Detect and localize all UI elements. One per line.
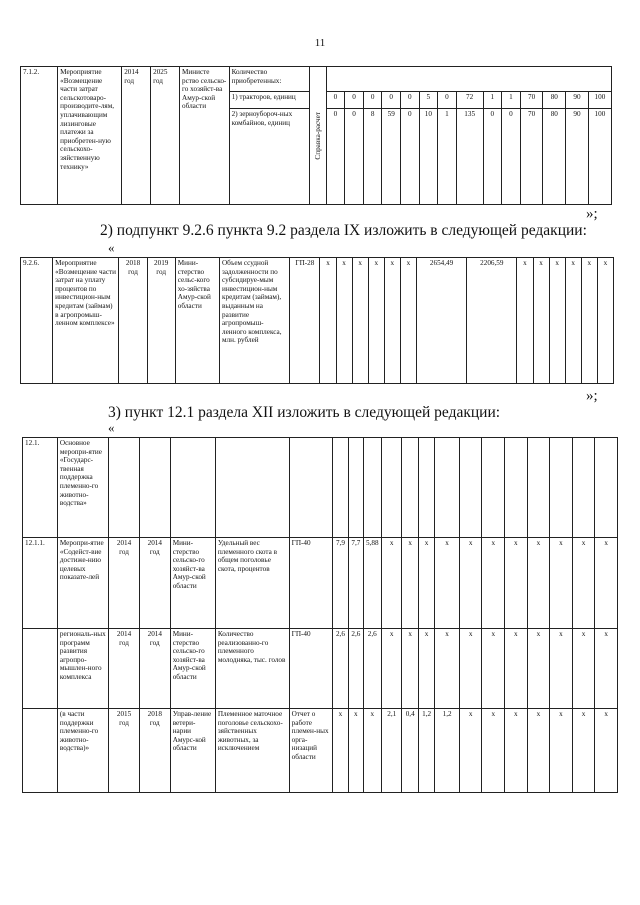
t3-row2-code xyxy=(23,629,58,709)
t1-name: Мероприятие «Возмещение части затрат сельскотоваро-производите-лям, уплачивающим лизинговые платежи за приобретен-ную сельскохо-зяйственную технику» xyxy=(58,67,122,205)
table-cell: 70 xyxy=(520,109,543,205)
table-cell: 2,6 xyxy=(363,629,381,709)
table-cell: х xyxy=(550,538,573,629)
table-cell: 1,2 xyxy=(435,709,460,793)
table-cell: 0 xyxy=(382,92,401,109)
table-cell: х xyxy=(320,258,336,384)
table-cell: х xyxy=(482,709,505,793)
table-row xyxy=(23,438,618,538)
table-cell: 5 xyxy=(419,92,438,109)
table-cell: 80 xyxy=(543,92,566,109)
table-measure-9-2-6 xyxy=(20,257,614,384)
table-cell: х xyxy=(435,538,460,629)
table-cell: 100 xyxy=(588,92,611,109)
table-cell: 72 xyxy=(456,92,483,109)
table-cell: 8 xyxy=(363,109,382,205)
table-cell: х xyxy=(533,258,549,384)
table-cell: х xyxy=(595,709,618,793)
table-cell: 90 xyxy=(566,109,589,205)
heading-3: 3) пункт 12.1 раздела XII изложить в следующей редакции: xyxy=(108,404,501,421)
table-cell: х xyxy=(336,258,352,384)
table-cell: 2,1 xyxy=(381,709,402,793)
table-cell: х xyxy=(418,538,434,629)
table-cell: х xyxy=(549,258,565,384)
t1-end: 2025 год xyxy=(151,67,180,205)
table-cell: 1 xyxy=(483,92,502,109)
t2-value-2019: 2206,59 xyxy=(467,258,517,384)
t3-row2-source: ГП-40 xyxy=(289,629,332,709)
t3-row1-indicator: Удельный вес племенного скота в общем поголовье скота, процентов xyxy=(215,538,289,629)
t3-row1-name: Меропри-ятие «Содейст-вие достиже-нию целевых показате-лей xyxy=(57,538,108,629)
table-cell: 0 xyxy=(345,92,364,109)
t3-row3-indicator: Племенное маточное поголовье сельскохо-зяйственных животных, за исключением xyxy=(215,709,289,793)
t2-source: ГП-28 xyxy=(290,258,320,384)
table-cell: х xyxy=(550,709,573,793)
table-measure-12-1 xyxy=(22,437,618,793)
table-cell: х xyxy=(368,258,384,384)
table-row xyxy=(23,709,618,793)
table-cell: х xyxy=(482,538,505,629)
table-row xyxy=(21,258,614,384)
t3-row3-start: 2015 год xyxy=(109,709,140,793)
t3-row2-start: 2014 год xyxy=(109,629,140,709)
t2-indicator: Объем ссудной задолженности по субсидируе-мым инвестицион-ным кредитам (займам), выданным на развитие агропромыш-ленного комплекса, млн. рублей xyxy=(219,258,289,384)
table-cell: 1 xyxy=(438,109,457,205)
table-cell: 1,2 xyxy=(418,709,434,793)
t3-section-name: Основное меропри-ятие «Государс-твенная поддержка племенно-го животно-водства» xyxy=(57,438,108,538)
table-cell: 0 xyxy=(345,109,364,205)
table-cell: 5,88 xyxy=(363,538,381,629)
table-cell: х xyxy=(459,538,482,629)
heading-2: 2) подпункт 9.2.6 пункта 9.2 раздела IX изложить в следующей редакции: xyxy=(100,222,587,239)
table-cell: х xyxy=(435,629,460,709)
table-cell: х xyxy=(595,538,618,629)
table-cell: х xyxy=(459,629,482,709)
t3-row3-source: Отчет о работе племен-ных орга-низаций области xyxy=(289,709,332,793)
table-cell: 1 xyxy=(502,92,521,109)
table-cell: х xyxy=(595,629,618,709)
table-cell: х xyxy=(418,629,434,709)
t3-section-code: 12.1. xyxy=(23,438,58,538)
t3-row2-end: 2014 год xyxy=(139,629,170,709)
table-cell: 0 xyxy=(326,92,345,109)
table-cell: 0 xyxy=(363,92,382,109)
open-quote-3: « xyxy=(108,420,115,435)
t1-indicator-combines: 2) зерноубороч-ных комбайнов, единиц xyxy=(229,109,310,205)
table-cell: х xyxy=(352,258,368,384)
table-cell: 0 xyxy=(400,109,419,205)
table-cell: 2,6 xyxy=(349,629,363,709)
t3-row1-start: 2014 год xyxy=(109,538,140,629)
table-cell: х xyxy=(349,709,363,793)
table-cell: 0,4 xyxy=(402,709,418,793)
t3-row3-executor: Управ-ление ветери-нарии Амурс-кой области xyxy=(170,709,215,793)
closing-quote-2: »; xyxy=(586,388,598,404)
table-cell: х xyxy=(527,538,550,629)
table-measure-7-1-2 xyxy=(20,66,612,205)
table-cell: х xyxy=(597,258,613,384)
t3-row2-name: региональ-ных программ развития агропро-мышлен-ного комплекса xyxy=(57,629,108,709)
table-cell: х xyxy=(402,538,418,629)
t1-start: 2014 год xyxy=(122,67,151,205)
table-cell: х xyxy=(517,258,533,384)
table-cell: х xyxy=(381,629,402,709)
table-cell: х xyxy=(505,709,528,793)
t2-value-2018: 2654,49 xyxy=(416,258,466,384)
table-cell: х xyxy=(363,709,381,793)
t3-row1-source: ГП-40 xyxy=(289,538,332,629)
table-row xyxy=(23,538,618,629)
table-cell: х xyxy=(572,629,595,709)
table-cell: х xyxy=(572,538,595,629)
t3-row1-executor: Мини-стерство сельско-го хозяйст-ва Амур-ской области xyxy=(170,538,215,629)
table-cell: 7,7 xyxy=(349,538,363,629)
table-cell: х xyxy=(381,538,402,629)
t3-row2-executor: Мини-стерство сельско-го хозяйст-ва Амур-ской области xyxy=(170,629,215,709)
table-cell: х xyxy=(384,258,400,384)
table-cell: 0 xyxy=(400,92,419,109)
table-cell: х xyxy=(527,709,550,793)
table-cell: 7,9 xyxy=(332,538,348,629)
table-cell: 70 xyxy=(520,92,543,109)
table-cell: 59 xyxy=(382,109,401,205)
page-number: 11 xyxy=(314,37,326,49)
table-cell: х xyxy=(572,709,595,793)
t1-code: 7.1.2. xyxy=(21,67,58,205)
table-cell: 80 xyxy=(543,109,566,205)
table-cell: х xyxy=(527,629,550,709)
t2-code: 9.2.6. xyxy=(21,258,53,384)
t3-row1-code: 12.1.1. xyxy=(23,538,58,629)
t1-executor: Министе рство сельско-го хозяйст-ва Амур-ской области xyxy=(180,67,230,205)
table-cell: х xyxy=(402,629,418,709)
table-cell: х xyxy=(505,629,528,709)
table-cell: 135 xyxy=(456,109,483,205)
t3-row1-end: 2014 год xyxy=(139,538,170,629)
table-cell: 0 xyxy=(438,92,457,109)
t2-end: 2019 год xyxy=(147,258,175,384)
t2-executor: Мини-стерство сельс-кого хо-зяйства Амур-ской области xyxy=(175,258,219,384)
table-cell: х xyxy=(550,629,573,709)
table-cell: х xyxy=(581,258,597,384)
table-cell: 0 xyxy=(326,109,345,205)
t1-indicator-header: Количество приобретенных: xyxy=(229,67,310,92)
t1-source: Справка-расчет xyxy=(313,111,322,160)
table-cell: х xyxy=(400,258,416,384)
table-cell: х xyxy=(505,538,528,629)
table-cell: х xyxy=(332,709,348,793)
open-quote-2: « xyxy=(108,240,115,255)
t3-row3-end: 2018 год xyxy=(139,709,170,793)
table-cell: 2,6 xyxy=(332,629,348,709)
table-row xyxy=(23,629,618,709)
table-cell: х xyxy=(459,709,482,793)
t3-row2-indicator: Количество реализованно-го племенного молодняка, тыс. голов xyxy=(215,629,289,709)
table-cell: 0 xyxy=(502,109,521,205)
t3-row3-code xyxy=(23,709,58,793)
t2-name: Мероприятие «Возмещение части затрат на уплату процентов по инвестицион-ным кредитам (займам) в агропромыш-ленном комплексе» xyxy=(53,258,119,384)
table-cell: 100 xyxy=(588,109,611,205)
table-cell: 10 xyxy=(419,109,438,205)
t3-row3-name: (в части поддержки племенно-го животно-водства)» xyxy=(57,709,108,793)
closing-quote-1: »; xyxy=(586,206,598,222)
table-cell: х xyxy=(565,258,581,384)
t1-indicator-tractors: 1) тракторов, единиц xyxy=(229,92,310,109)
table-cell: 90 xyxy=(566,92,589,109)
table-cell: 0 xyxy=(483,109,502,205)
t2-start: 2018 год xyxy=(119,258,147,384)
table-cell: х xyxy=(482,629,505,709)
